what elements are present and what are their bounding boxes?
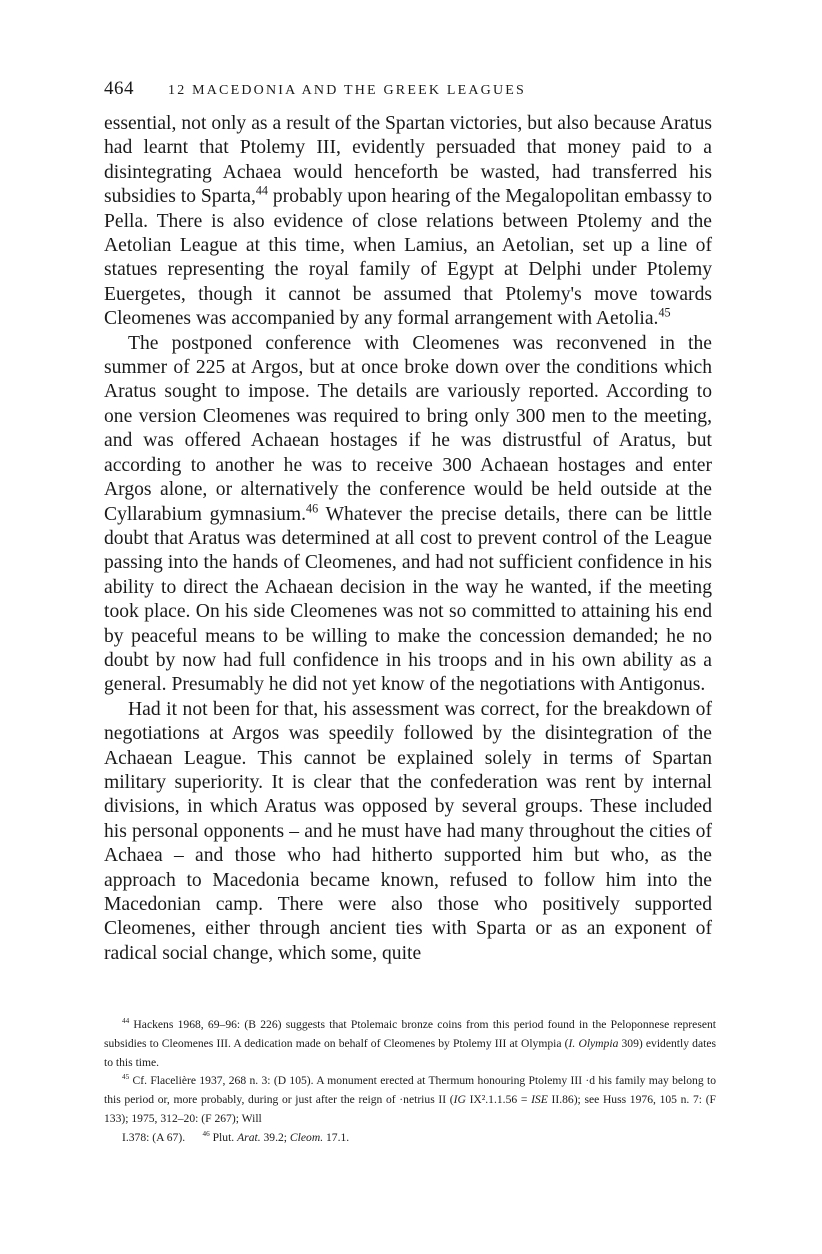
footnote-45-text-a: Cf. Flacelière 1937, 268 n. 3: (D 105). A monument erected at Thermum honouring Ptolemy III ·d his family may belong to this period or, more probably, during or just after the reign of ·netrius II ( [104,1074,716,1107]
footnote-45-text-d: I.378: (A 67). [122,1130,186,1144]
footnote-46-text-c: 17.1. [323,1130,350,1144]
paragraph-1-text-a: essential, not only as a result of the Spartan victories, but also because Aratus had learnt that Ptolemy III, evidently persuaded that money paid to a disintegrating Achaea would henceforth be wasted, had transferred his subsidies to Sparta, [104,113,712,208]
footnote-45-italic-1: IG [453,1093,466,1107]
running-head: 12 MACEDONIA AND THE GREEK LEAGUES [168,83,527,98]
footnote-46-number: 46 [202,1129,210,1138]
page-header [104,78,724,104]
paragraph-2 [104,332,712,698]
paragraph-1-text-b: probably upon hearing of the Megalopolitan embassy to Pella. There is also evidence of close relations between Ptolemy and the Aetolian League at this time, when Lamius, an Aetolian, set up a line of statues representing the royal family of Egypt at Delphi under Ptolemy Euergetes, though it cannot be assumed that Ptolemy's move towards Cleomenes was accompanied by any formal arrangement with Aetolia. [104,186,713,330]
footnote-45-italic-2: ISE [531,1093,548,1107]
footnote-45-46-line [104,1129,716,1148]
footnotes [104,1016,716,1148]
footnote-46-text-b: 39.2; [260,1130,290,1144]
page-number: 464 [104,78,134,99]
footnote-45-number: 45 [122,1073,130,1082]
footnote-44-number: 44 [122,1017,130,1026]
footnote-44-text-b: 309) evidently dates to this time. [104,1036,716,1069]
footnote-ref-46: 46 [306,500,319,515]
footnote-46-text-a: Plut. [209,1130,238,1144]
paragraph-2-text-a: The postponed conference with Cleomenes was reconvened in the summer of 225 at Argos, but at once broke down over the conditions which Aratus sought to impose. The details are variously reported. According to one version Cleomenes was required to bring only 300 men to the meeting, and was offered Achaean hostages if he was distrustful of Aratus, but according to another he was to receive 300 Achaean hostages and enter Argos alone, or alternatively the conference would be held outside at the Cyllarabium gymnasium. [104,332,712,525]
footnote-46-italic-2: Cleom. [289,1130,324,1144]
footnote-45-text-c: II.86); see Huss 1976, 105 n. 7: (F 133); 1975, 312–20: (F 267); Will [104,1093,717,1125]
footnote-44-italic: I. Olympia [568,1036,619,1050]
paragraph-2-text-b: Whatever the precise details, there can be little doubt that Aratus was determined at all cost to prevent control of the League passing into the hands of Cleomenes, and had not sufficient confidence in his ability to direct the Achaean decision in the way he wanted, if the meeting took place. On his side Cleomenes was not so committed to attaining his end by peaceful means to be willing to make the concession demanded; he no doubt by now had full confidence in his troops and in his own ability as a general. Presumably he did not yet know of the negotiations with Antigonus. [104,503,712,696]
footnote-44 [104,1016,716,1072]
footnote-45-text-b: IX².1.1.56 = [465,1093,532,1107]
footnote-ref-45: 45 [658,305,671,320]
paragraph-1 [104,112,712,332]
footnote-44-text-a: Hackens 1968, 69–96: (B 226) suggests that Ptolemaic bronze coins from this period found in the Peloponnese represent subsidies to Cleomenes III. A dedication made on behalf of Cleomenes by Ptolemy III at Olympia ( [104,1018,716,1050]
footnote-46-italic-1: Arat. [237,1130,261,1144]
footnote-ref-44: 44 [255,183,268,198]
footnote-45 [104,1072,716,1128]
paragraph-3: Had it not been for that, his assessment was correct, for the breakdown of negotiations at Argos was speedily followed by the disintegration of the Achaean League. This cannot be explained solely in terms of Spartan military superiority. It is clear that the confederation was rent by internal divisions, in which Aratus was opposed by several groups. These included his personal opponents – and he must have had many throughout the cities of Achaea – and those who had hitherto supported him but who, as the approach to Macedonia became known, refused to follow him into the Macedonian camp. There were also those who positively supported Cleomenes, either through ancient ties with Sparta or as an exponent of radical social change, which some, quite [104,698,712,964]
main-text [104,112,712,966]
